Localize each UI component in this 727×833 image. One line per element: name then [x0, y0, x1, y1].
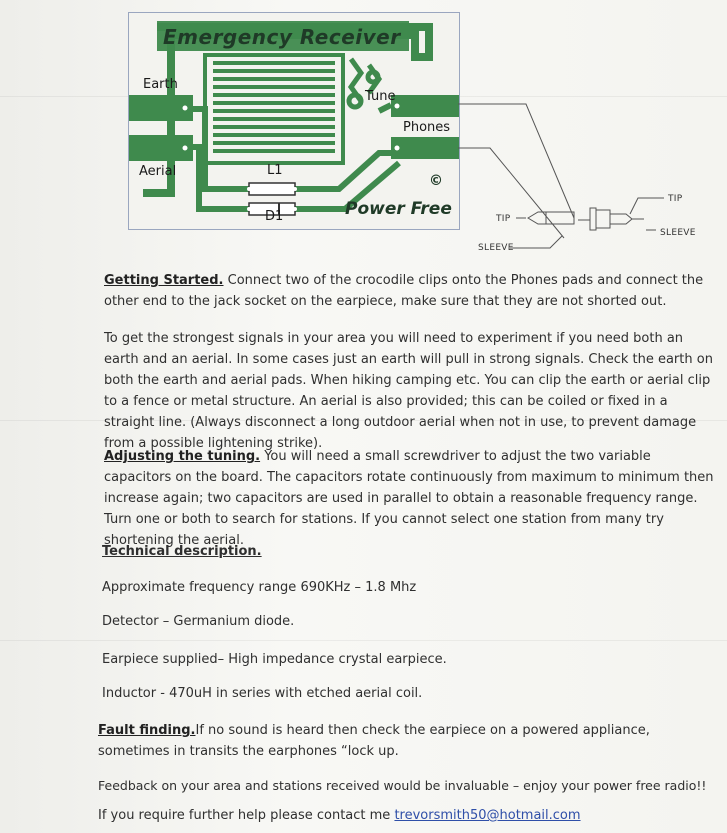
signals-paragraph: To get the strongest signals in your area you will need to experiment if you need both an earth and an aerial. In some cases just an earth will pull in strong signals. Check the earth on both the earth and aerial pads. When hiking camping etc. You can clip the earth or aerial clip to a fence or metal structure. An aerial is also provided; this can be coiled or fixed in a straight line. (Always disconnect a long outdoor aerial when not in use, to prevent damage from a possible lightening strike).: [104, 331, 713, 451]
tune-label: Tune: [365, 89, 396, 104]
detector-line: Detector – Germanium diode.: [102, 614, 295, 629]
email-link[interactable]: trevorsmith50@hotmail.com: [394, 808, 581, 823]
contact-text: If you require further help please contact me: [98, 808, 395, 823]
sleeve-label-left: SLEEVE: [478, 243, 514, 253]
l1-label: L1: [267, 163, 283, 178]
fault-paragraph: [98, 720, 708, 762]
tip-label-right: TIP: [668, 194, 683, 204]
frequency-line: Approximate frequency range 690KHz – 1.8 Mhz: [102, 580, 417, 595]
earth-label: Earth: [143, 77, 178, 92]
tuning-heading: Adjusting the tuning.: [104, 449, 261, 464]
sleeve-label-right: SLEEVE: [660, 228, 696, 238]
fault-heading: Fault finding.: [98, 723, 196, 738]
getting-started-heading: Getting Started.: [104, 273, 224, 288]
contact-line: [98, 808, 581, 823]
aerial-label: Aerial: [139, 164, 177, 179]
getting-started-paragraph: [104, 270, 716, 312]
pcb-diagram: [128, 12, 460, 230]
tuning-body: You will need a small screwdriver to adjust the two variable capacitors on the board. The capacitors rotate continuously from maximum to minimum then increase again; two capacitors are used in parallel to obtain a reasonable frequency range. Turn one or both to search for stations. If you cannot select one station from many try shortening the aerial.: [104, 449, 714, 548]
technical-heading: Technical description.: [102, 544, 262, 559]
feedback-line: Feedback on your area and stations received would be invaluable – enjoy your power free radio!!: [98, 778, 707, 793]
paper-crease: [0, 640, 727, 641]
d1-label: D1: [265, 209, 284, 224]
getting-started-body: Connect two of the crocodile clips onto the Phones pads and connect the other end to the jack socket on the earpiece, make sure that they are not shorted out.: [104, 273, 704, 309]
inductor-line: Inductor - 470uH in series with etched aerial coil.: [102, 686, 423, 701]
phones-label: Phones: [403, 120, 451, 135]
pcb-title: Emergency Receiver: [163, 25, 401, 49]
tuning-paragraph: [104, 446, 716, 551]
earpiece-line: Earpiece supplied– High impedance crystal earpiece.: [102, 652, 447, 667]
fault-body: If no sound is heard then check the earpiece on a powered appliance, sometimes in transits the earphones “lock up.: [98, 723, 650, 759]
brand-label: Power Free: [345, 199, 452, 219]
tip-label-left: TIP: [496, 214, 511, 224]
copyright-symbol: ©: [429, 173, 443, 189]
